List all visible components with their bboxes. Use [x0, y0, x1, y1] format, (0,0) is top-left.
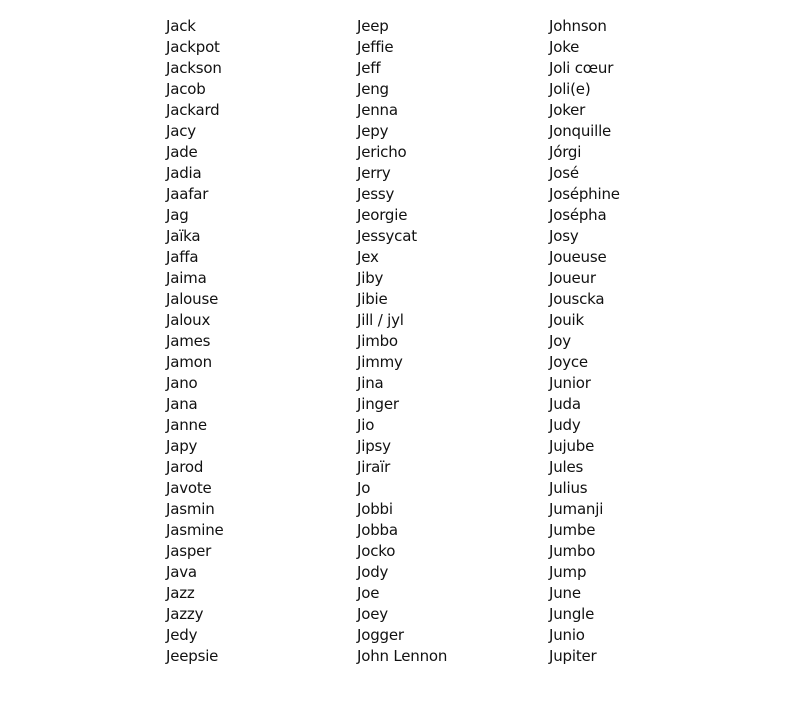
name-item: Johnson — [549, 17, 607, 35]
name-item: Jórgi — [549, 143, 582, 161]
name-item: Jina — [357, 374, 384, 392]
name-item: Jobbi — [357, 500, 393, 518]
name-item: Jump — [549, 563, 587, 581]
name-item: Jinger — [357, 395, 399, 413]
name-item: Jalouse — [166, 290, 219, 308]
name-item: June — [549, 584, 581, 602]
name-item: Jules — [549, 458, 584, 476]
name-item: Jujube — [549, 437, 595, 455]
name-item: Joséphine — [549, 185, 620, 203]
name-item: Jobba — [357, 521, 398, 539]
name-item: Joli cœur — [549, 59, 614, 77]
name-item: Jeffie — [357, 38, 394, 56]
name-item: Jumbo — [549, 542, 596, 560]
name-item: Jouik — [549, 311, 584, 329]
name-item: Jumbe — [549, 521, 596, 539]
name-item: Jouscka — [549, 290, 605, 308]
name-item: Jeng — [357, 80, 389, 98]
name-item: Joueuse — [549, 248, 607, 266]
name-item: Jex — [357, 248, 379, 266]
name-column-3 — [549, 16, 620, 667]
name-item: Josépha — [549, 206, 607, 224]
name-item: Japy — [166, 437, 198, 455]
name-item: Judy — [549, 416, 581, 434]
name-item: Jackpot — [166, 38, 220, 56]
name-item: Jaïka — [166, 227, 201, 245]
name-item: Josy — [549, 227, 579, 245]
name-item: Jaloux — [166, 311, 211, 329]
name-item: Jamon — [166, 353, 212, 371]
name-item: Jiraïr — [357, 458, 391, 476]
name-item: Jedy — [166, 626, 198, 644]
name-item: Jasper — [166, 542, 212, 560]
name-item: Jarod — [166, 458, 204, 476]
name-item: Junior — [549, 374, 591, 392]
name-item: Jaafar — [166, 185, 209, 203]
name-item: Joli(e) — [549, 80, 591, 98]
name-item: Jo — [357, 479, 371, 497]
name-item: Jill / jyl — [357, 311, 404, 329]
name-item: Joke — [549, 38, 580, 56]
name-item: Jeorgie — [357, 206, 408, 224]
name-item: Jessy — [357, 185, 395, 203]
name-item: Jazzy — [166, 605, 204, 623]
name-item: Joker — [549, 101, 586, 119]
name-item: Jimmy — [357, 353, 403, 371]
name-item: Jonquille — [549, 122, 612, 140]
name-column-1 — [166, 16, 224, 667]
name-item: Jessycat — [357, 227, 417, 245]
name-column-2 — [357, 16, 447, 667]
name-item: Jana — [166, 395, 198, 413]
name-item: Jibie — [357, 290, 388, 308]
name-item: Jano — [166, 374, 198, 392]
name-item: Joueur — [549, 269, 596, 287]
name-item: Jaima — [166, 269, 207, 287]
name-item: James — [166, 332, 211, 350]
name-item: Javote — [166, 479, 212, 497]
name-item: Java — [166, 563, 197, 581]
name-item: Jio — [357, 416, 375, 434]
name-item: Jackard — [166, 101, 220, 119]
name-item: José — [549, 164, 579, 182]
name-item: Jody — [357, 563, 389, 581]
name-item: Juda — [549, 395, 581, 413]
name-item: Jacob — [166, 80, 206, 98]
name-item: Jumanji — [549, 500, 604, 518]
name-item: Jade — [166, 143, 198, 161]
name-item: Jazz — [166, 584, 195, 602]
name-item: Joy — [549, 332, 571, 350]
name-item: Jogger — [357, 626, 404, 644]
name-item: Jeep — [357, 17, 389, 35]
name-item: Jerry — [357, 164, 391, 182]
name-item: Jackson — [166, 59, 222, 77]
name-item: Jeff — [357, 59, 381, 77]
name-item: Janne — [166, 416, 207, 434]
name-item: Julius — [549, 479, 588, 497]
name-item: Joe — [357, 584, 380, 602]
name-item: Jaffa — [166, 248, 199, 266]
name-item: Jadia — [166, 164, 202, 182]
name-item: Jasmin — [166, 500, 215, 518]
name-item: Jupiter — [549, 647, 597, 665]
name-item: Jimbo — [357, 332, 398, 350]
name-item: Jenna — [357, 101, 398, 119]
name-item: Jipsy — [357, 437, 391, 455]
name-item: Jack — [166, 17, 196, 35]
name-item: Jag — [166, 206, 189, 224]
name-item: Jacy — [166, 122, 196, 140]
name-item: Joyce — [549, 353, 588, 371]
name-item: Jiby — [357, 269, 384, 287]
name-item: John Lennon — [357, 647, 448, 665]
name-item: Jocko — [357, 542, 396, 560]
name-item: Jasmine — [166, 521, 224, 539]
name-item: Jeepsie — [166, 647, 219, 665]
name-item: Jepy — [357, 122, 389, 140]
name-item: Jericho — [357, 143, 407, 161]
name-item: Jungle — [549, 605, 595, 623]
name-item: Joey — [357, 605, 388, 623]
name-item: Junio — [549, 626, 585, 644]
